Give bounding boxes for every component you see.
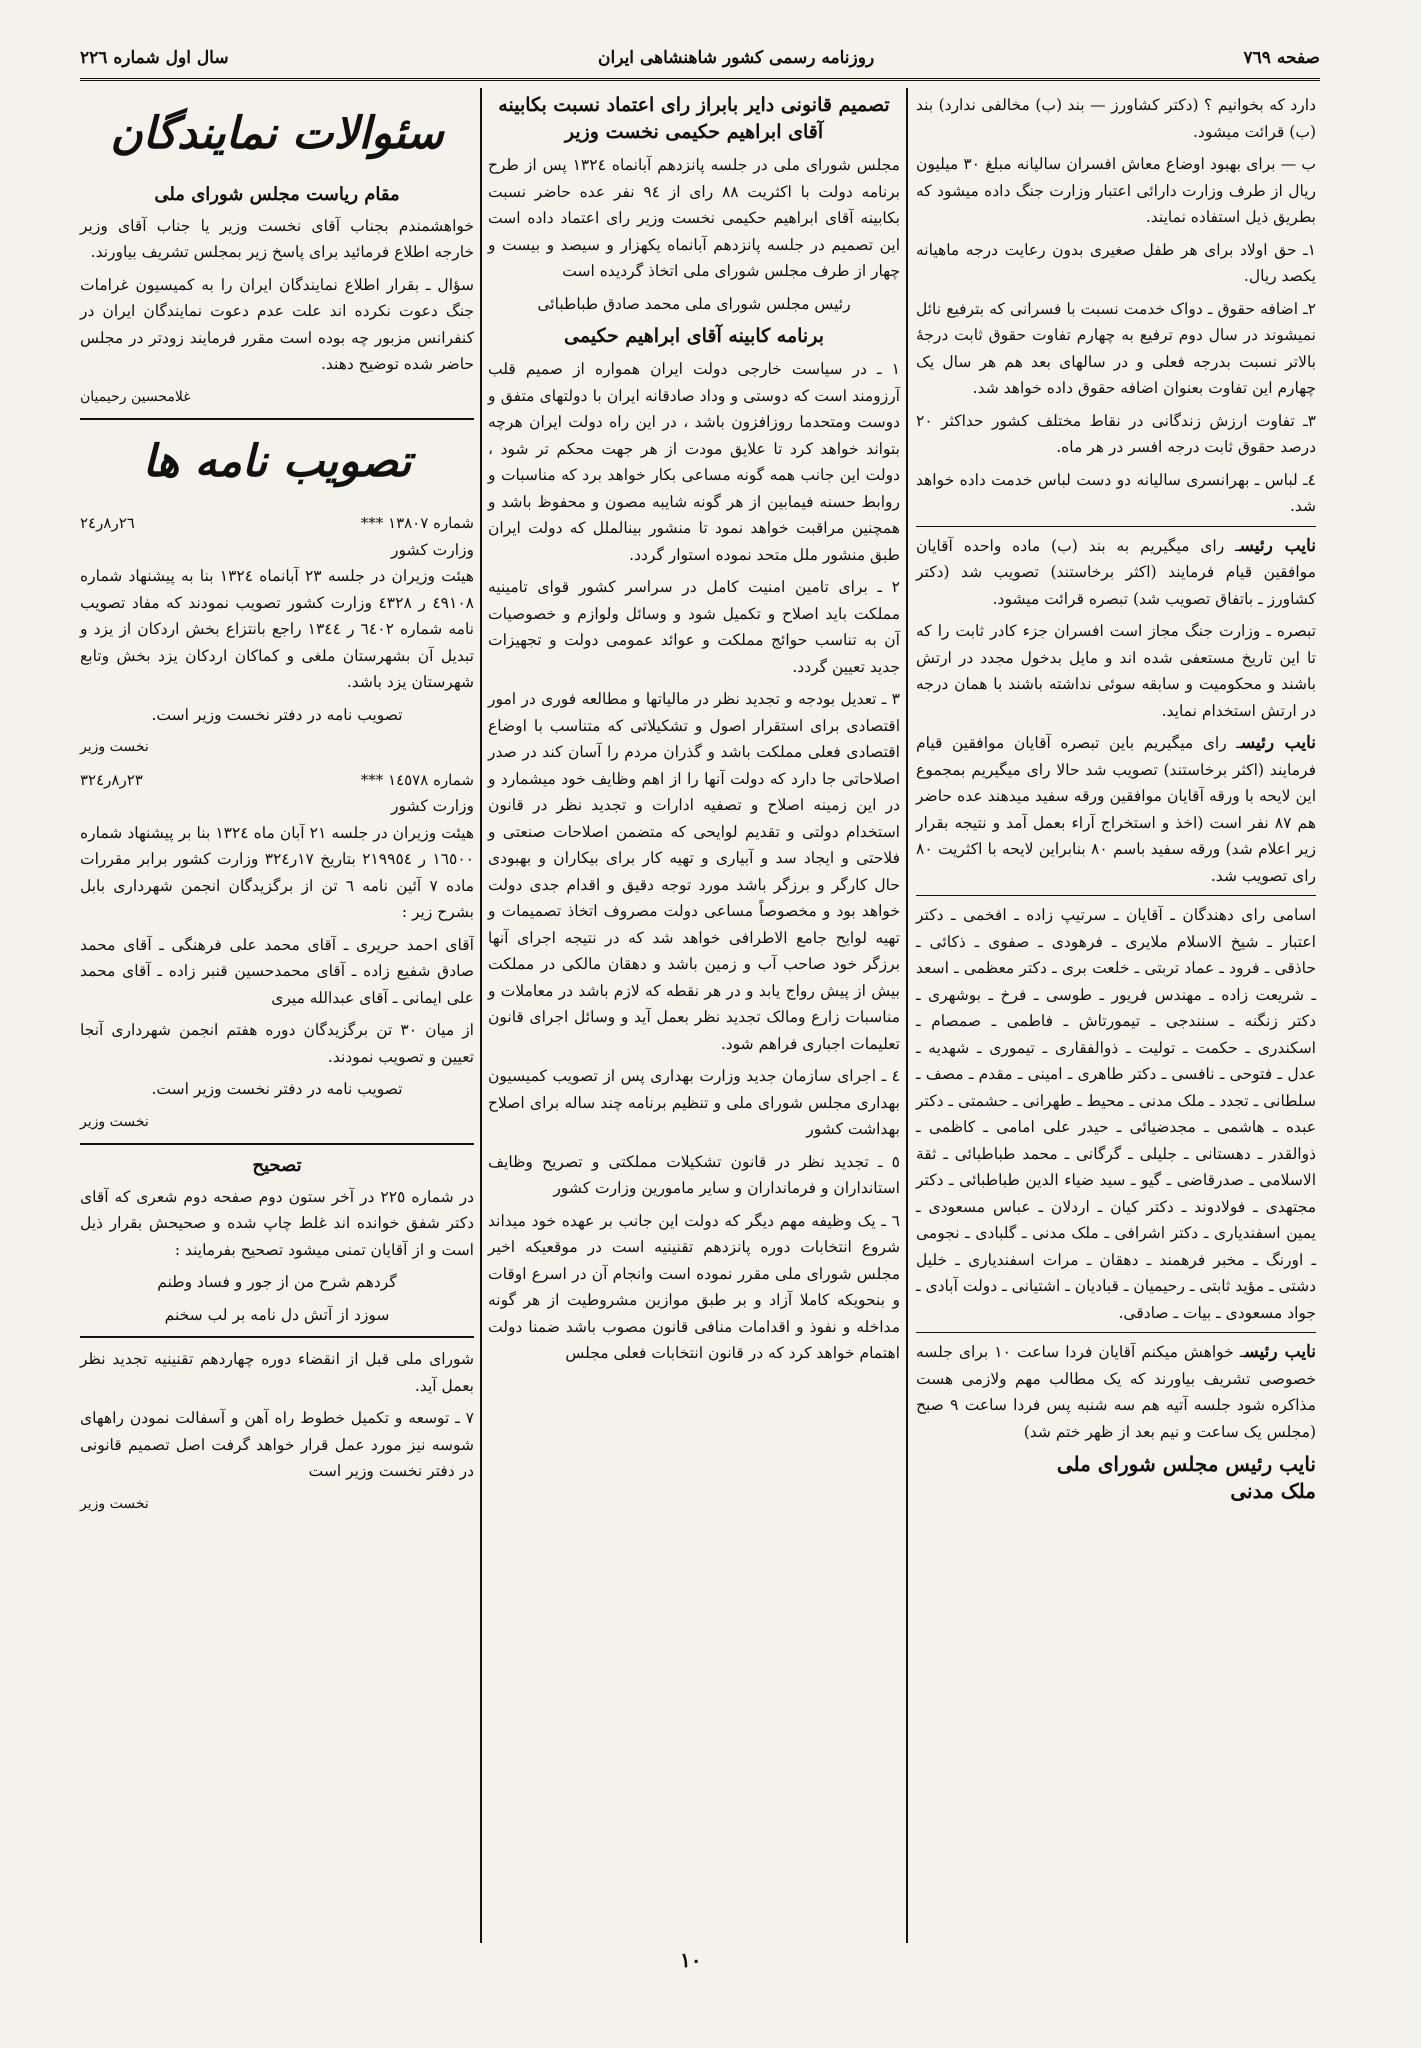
resolution-signature: رئیس مجلس شورای ملی محمد صادق طباطبائی — [537, 294, 851, 313]
resolution-intro: مجلس شورای ملی در جلسه پانزدهم آبانماه ١٣٢٤ پس از طرح برنامه دولت با اکثریت ٨٨ رای از ٩٤ نفر عده حاضر نسبت بکابینه آقای ابراهیم حکیمی نخست وزیر رای اعتماد داده است این تصمیم در جلسه پانزدهم آبانماه یکهزار و سیصد و بیست و چهار از طرف مجلس شورای ملی اتخاذ گردیده است — [488, 156, 900, 280]
speaker-label: نایب رئیس — [1239, 535, 1316, 556]
program-title: برنامه کابینه آقای ابراهیم حکیمی — [564, 325, 824, 347]
divider — [916, 526, 1316, 527]
speaker-label: نایب رئیس — [1244, 1342, 1316, 1362]
newspaper-name: روزنامه رسمی کشور شاهنشاهی ایران — [597, 48, 875, 68]
voter-names: اسامی رای دهندگان ـ آقایان ـ سرتیپ زاده ـ افخمی ـ دکتر اعتبار ـ شیخ الاسلام ملایری ـ فرهودی ـ صفوی ـ ذکائی ـ حاذقی ـ فرود ـ عماد تربتی ـ خلعت بری ـ دکتر معظمی ـ اسعد ـ شریعت زاده ـ مهندس فریور ـ طوسی ـ فرخ ـ بوشهری ـ دکتر زنگنه ـ سنندجی ـ تیمورتاش ـ فاطمی ـ صمصام ـ اسکندری ـ حکمت ـ تولیت ـ ذوالفقاری ـ تیموری ـ شهدیه ـ عدل ـ فتوحی ـ نافسی ـ دکتر طاهری ـ امینی ـ مقدم ـ مصف ـ سلطانی ـ تجدد ـ ملک مدنی ـ محیط ـ طهرانی ـ حشمتی ـ دکتر عبده ـ هاشمی ـ مجدضیائی ـ حیدر علی امامی ـ کاظمی ـ ذوالقدر ـ دهستانی ـ جلیلی ـ گرگانی ـ محمد طباطبائی ـ ثقة الاسلامی ـ صدرقاضی ـ گیو ـ سید ضیاء الدین طباطبائی ـ دکتر مجتهدی ـ فولادوند ـ دکتر کیان ـ اردلان ـ عباس مسعودی ـ یمین اسفندیاری ـ دکتر اشرافی ـ ملک مدنی ـ گلبادی ـ نجومی ـ اورنگ ـ مخبر فرهمند ـ دهقان ـ مرات اسفندیاری ـ خلیل دشتی ـ مؤید ثابتی ـ رحیمیان ـ قبادیان ـ اشتیانی ـ دولت آبادی ـ جواد مسعودی ـ بیات ـ صادقی. — [916, 906, 1316, 1322]
page-label: صفحه ٧٦٩ — [1243, 48, 1320, 68]
decree-number: شماره ١٤٥٧٨ *** — [360, 770, 474, 789]
divider — [916, 895, 1316, 896]
question-text: سؤال ـ بقرار اطلاع نمایندگان ایران را به کمیسیون غرامات جنگ دعوت نکرده اند علت عدم دعوت نمایندگان ایران در کنفرانس مزبور چه بوده است مقرر فرمایند زودتر در مجلس حاضر شده توضیح دهند. — [80, 275, 474, 373]
divider — [80, 1143, 474, 1145]
continuation-signature: نخست وزیر — [80, 1495, 149, 1512]
left-column — [80, 92, 474, 1523]
decree-header — [80, 510, 474, 537]
program-item: ١ ـ در سیاست خارجی دولت ایران همواره از صمیم قلب آرزومند است که دوستی و وداد صادقانه ایران با دولتهای متفق و دوست ومتحدما روزافزون باشد ، در این راه دولت ایران هرچه بتواند خواهد کرد تا علایق مودت از هر جهت محکم تر شود ، دولت این جانب همه گونه مساعی بکار خواهد برد که مناسبات و روابط حسنه فیمابین از هر گونه شایبه مصون و محفوظ باشد و همچنین مراقبت خواهد نمود تا منشور بینالملل که دولت ایران طبق منشور ملل متحد نموده استوار گردد. — [488, 360, 900, 564]
decree-signature: نخست وزیر — [80, 1113, 149, 1130]
continuation-text: شورای ملی قبل از انقضاء دوره چهاردهم تقنینیه تجدید نظر بعمل آید. — [80, 1350, 474, 1395]
right-column — [916, 92, 1316, 1504]
decree-note: تصویب نامه در دفتر نخست وزیر است. — [151, 705, 403, 724]
decree-text: از میان ٣٠ تن برگزیدگان دوره هفتم انجمن شهرداری آنجا تعیین و تصویب نمودند. — [80, 1021, 474, 1066]
decree-ministry: وزارت کشور — [391, 540, 474, 559]
decree-note: تصویب نامه در دفتر نخست وزیر است. — [151, 1080, 403, 1098]
vice-president-remark: نایب رئیسـ رای میگیریم باین تبصره آقایان موافقین قیام فرمایند (اکثر برخاستند) تصویب شد حالا رای میگیریم بمجموع این لایحه با ورقه آقایان موافقین ورقه سفید میدهند عده حاضر هم ٨٧ نفر است (اخذ و استخراج آراء بعمل آمد و نتیجه بقرار زیر اعلام شد) ورقه سفید باسم ٨٠ بنابراین لایحه با اکثریت ٨٠ رای تصویب شد. — [916, 733, 1317, 885]
divider — [916, 1332, 1316, 1333]
decree-date: ٢٦ر٨ر٢٤ — [80, 514, 135, 532]
paragraph: ٢ـ اضافه حقوق ـ دواک خدمت نسبت با فسرانی که بترفیع نائل نمیشوند در سال دوم ترفیع به چهارم تفاوت حقوق ثابت درجهٔ بالاتر نسبت بدرجه فعلی و در سالهای بعد هم هر سال یک چهارم این تفاوت بعنوان اضافه حقوق داده خواهد شد. — [916, 299, 1316, 397]
poem-line: سوزد از آتش دل نامه بر لب سخنم — [164, 1305, 390, 1324]
program-item: ٤ ـ اجرای سازمان جدید وزارت بهداری پس از تصویب کمیسیون بهداری مجلس شورای ملی و تنظیم برنامه چند ساله برای اصلاح بهداشت کشور — [488, 1067, 900, 1138]
question-signature: غلامحسین رحیمیان — [80, 388, 191, 405]
decree-names: آقای احمد حریری ـ آقای محمد علی فرهنگی ـ آقای محمد صادق شفیع زاده ـ آقای محمدحسین قنبر زاده ـ آقای محمد علی ایمانی ـ آقای عبدالله میری — [80, 935, 474, 1007]
correction-text: در شماره ٢٢٥ در آخر ستون دوم صفحه دوم شعری که آقای دکتر شفق خوانده اند غلط چاپ شده و صحیحش بقرار ذیل است و از آقایان تمنی میشود تصحیح بفرمایند : — [80, 1187, 474, 1259]
column-divider-left — [480, 88, 482, 1943]
paragraph: ٤ـ لباس ـ بهرانسری سالیانه دو دست لباس خدمت داده خواهد شد. — [916, 470, 1316, 515]
middle-column — [488, 92, 900, 1373]
decree-number: شماره ١٣٨٠٧ *** — [360, 514, 474, 532]
program-item: ٢ ـ برای تامین امنیت کامل در سراسر کشور قوای تامینیه مملکت باید اصلاح و تکمیل شود و وسائل ولوازم و خصوصیات آن به تناسب حوائج مملکت و عوائد عمومی دولت و تجهیزات جدید تعیین گردد. — [488, 578, 900, 676]
paragraph: ٣ـ تفاوت ارزش زندگانی در نقاط مختلف کشور حداکثر ٢٠ درصد حقوق ثابت درجه افسر در هر ماه. — [916, 411, 1316, 456]
continuation-text: ٧ ـ توسعه و تکمیل خطوط راه آهن و آسفالت نمودن راههای شوسه نیز مورد عمل قرار خواهد گرفت اصل تصمیم قانونی در دفتر نخست وزیر است — [80, 1409, 474, 1480]
decree-date: ٢٣ر٨ر٣٢٤ — [80, 770, 143, 789]
note-paragraph: تبصره ـ وزارت جنگ مجاز است افسران جزء کادر ثابت را که تا این تاریخ مستعفی شده اند و مایل بدخول مجدد در ارتش باشند و محکومیت و سابقه سوئی نداشته باشند با همان درجه در ارتش استخدام نماید. — [916, 622, 1316, 720]
question-intro: خواهشمندم بجناب آقای نخست وزیر یا جناب آقای وزیر خارجه اطلاع فرمائید برای پاسخ زیر بمجلس تشریف بیاورند. — [80, 216, 474, 261]
decree-header — [80, 767, 474, 794]
poem-line: گردهم شرح من از جور و فساد وطنم — [157, 1273, 397, 1291]
speaker-label: نایب رئیس — [1240, 733, 1316, 753]
vice-president-remark: نایب رئیسـ رای میگیریم به بند (ب) ماده واحده آقایان موافقین قیام فرمایند (اکثر برخاستند) تصویب شد (دکتر کشاورز ـ باتفاق تصویب شد) تبصره قرائت میشود. — [916, 535, 1316, 608]
divider — [80, 1336, 474, 1338]
program-item: ٦ ـ یک وظیفه مهم دیگر که دولت این جانب بر عهده خود میداند شروع انتخابات دوره پانزدهم تقنینیه است در موقعیکه اخیر مجلس شورای ملی مقرر نموده است وانجام آن در اسرع اوقات و بنحویکه کاملا آزاد و بر طبق موازین مشروطیت از هر گونه مداخله و نفوذ و اقدامات منافی قانون مصوب باشد ضمنا دولت اهتمام خواهد کرد که در قانون انتخابات فعلی مجلس — [488, 1211, 900, 1362]
final-signature-name: ملک مدنی — [1230, 1478, 1316, 1503]
column-divider-right — [906, 88, 908, 1943]
decree-ministry: وزارت کشور — [391, 797, 474, 815]
correction-title: تصحیح — [252, 1155, 302, 1176]
paragraph: ١ـ حق اولاد برای هر طفل صغیری بدون رعایت درجه ماهیانه یکصد ریال. — [916, 240, 1316, 285]
decrees-title: تصویب نامه ها — [142, 436, 412, 487]
issue-label: سال اول شماره ٢٢٦ — [80, 48, 229, 68]
decree-text: هیئت وزیران در جلسه ٢١ آبان ماه ١٣٢٤ بنا بر پیشنهاد شماره ١٦٥٠٠ ر ٢١٩٩٥٤ بتاریخ ١٧ر٣٢٤ وزارت کشور برابر مقررات ماده ٧ آئین نامه ٦ تن از برگزیدگان انجمن شهرداری بابل بشرح زیر : — [80, 823, 475, 921]
masthead — [80, 38, 1320, 81]
questions-subtitle: مقام ریاست مجلس شورای ملی — [154, 184, 400, 205]
resolution-title: تصمیم قانونی دایر بابراز رای اعتماد نسبت بکابینه آقای ابراهیم حکیمی نخست وزیر — [498, 94, 890, 143]
divider — [80, 418, 474, 420]
program-item: ٣ ـ تعدیل بودجه و تجدید نظر در مالیاتها و مطالعه فوری در امور اقتصادی برای استقرار اصول و تشکیلاتی که متناسب با اوضاع اقتصادی فعلی مملکت باشد و گذران مردم را آسان کند در صدر اصلاحاتی جا دارد که دولت آنها را از اهم وظایف خود میشمارد و در این زمینه اصلاح و تصفیه ادارات و تجدید نظر در قانون استخدام دولتی و تقدیم لوایحی که متضمن اصلاحات صنعتی و فلاحتی و ایجاد سد و آبیاری و تهیه کار برای بیکاران و بهبودی حال کارگر و برزگر باشد مورد توجه دقیق و اقدام جدی دولت خواهد بود و مخصوصاً مساعی دولت مصروف اتخاذ تصمیمات و تهیه لوایح جامع الاطرافی خواهد شد که در نتیجه اجرای آنها برزگر خود صاحب آب و زمین باشد و دهقان مالکی در مملکت بیش از پیش رواج یابد و در هر نقطه که لازم باشد در معاملات و مناسبات زارع ومالک تجدید نظر بعمل آید و وسائل اجرای قانون تعلیمات اجباری فراهم شود. — [488, 690, 900, 1053]
questions-title: سئوالات نمایندگان — [110, 108, 444, 159]
program-item: ٥ ـ تجدید نظر در قانون تشکیلات مملکتی و تصریح وظایف استانداران و فرمانداران و سایر مامورین وزارت کشور — [488, 1152, 900, 1197]
final-signature-title: نایب رئیس مجلس شورای ملی — [1056, 1452, 1316, 1476]
decree-signature: نخست وزیر — [80, 739, 149, 755]
decree-text: هیئت وزیران در جلسه ٢٣ آبانماه ١٣٢٤ بنا به پیشنهاد شماره ٤٩١٠٨ ر ٤٣٢٨ وزارت کشور تصویب نمودند که مفاد تصویب نامه شماره ٦٤٠٢ ر ١٣٤٤ راجع بانتزاع بخش اردکان از یزد و تبدیل آن بشهرستان ملغی و کماکان اردکان یزد بخش وتابع شهرستان یزد باشد. — [80, 567, 474, 691]
paragraph: ب — برای بهبود اوضاع معاش افسران سالیانه مبلغ ٣٠ میلیون ریال از طرف وزارت دارائی اعتبار وزارت جنگ داده میشود که بطریق ذیل استفاده نمایند. — [916, 155, 1316, 226]
paragraph: دارد که بخوانیم ؟ (دکتر کشاورز — بند (ب) مخالفی ندارد) بند (ب) قرائت میشود. — [916, 96, 1316, 141]
page-number: ١٠ — [680, 1948, 702, 1972]
vice-president-remark: نایب رئیسـ خواهش میکنم آقایان فردا ساعت ١٠ برای جلسه خصوصی تشریف بیاورند که یک مطالب مهم ولازمی هست مذاکره شود جلسه آتیه هم سه شنبه پس فردا ساعت ٩ صبح (مجلس یک ساعت و نیم بعد از ظهر ختم شد) — [916, 1342, 1316, 1441]
